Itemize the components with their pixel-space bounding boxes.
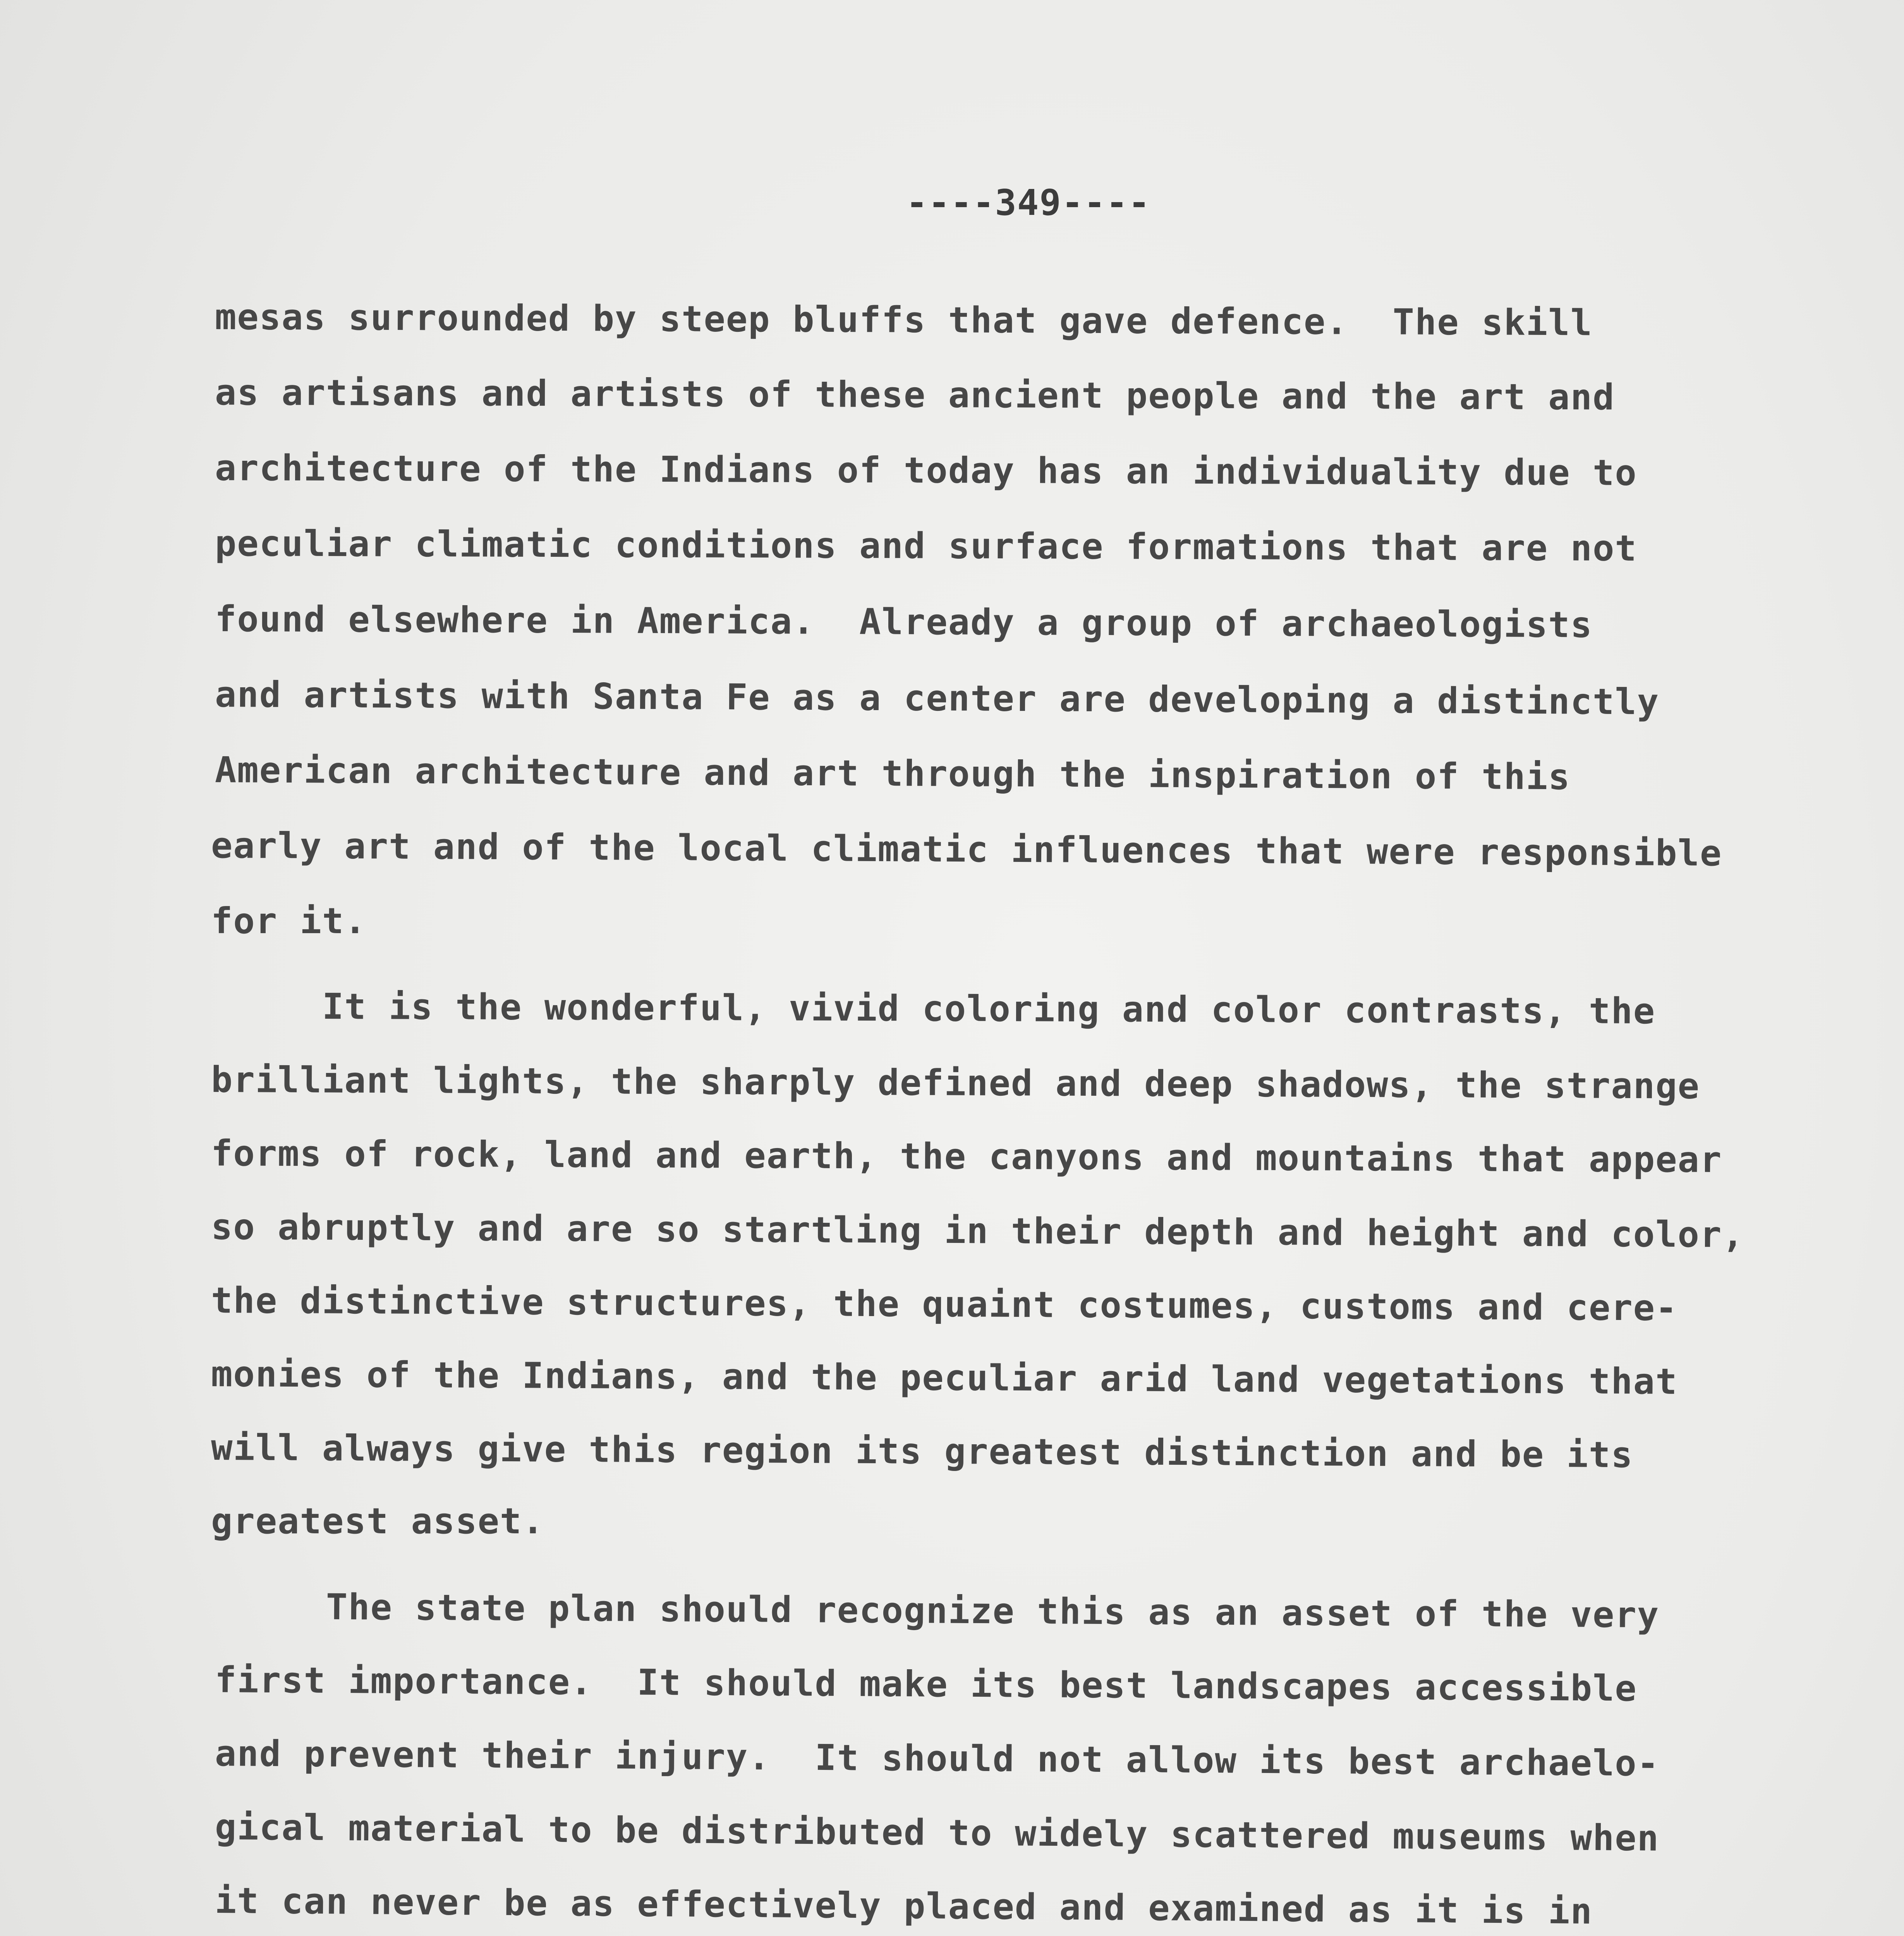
- text-line: found elsewhere in America. Already a group of archaeologists: [215, 598, 1593, 646]
- text-line: for it.: [211, 900, 367, 942]
- text-line: so abruptly and are so startling in their depth and height and color,: [211, 1206, 1745, 1256]
- text-line: early art and of the local climatic influences that were responsible: [211, 825, 1722, 874]
- text-line: peculiar climatic conditions and surface formations that are not: [215, 523, 1638, 569]
- text-line: it can never be as effectively placed and examined as it is in: [215, 1880, 1593, 1932]
- text-line: mesas surrounded by steep bluffs that gave defence. The skill: [215, 296, 1593, 344]
- text-line: the distinctive structures, the quaint costumes, customs and cere-: [211, 1280, 1678, 1329]
- text-line: and prevent their injury. It should not allow its best archaelo-: [215, 1733, 1660, 1785]
- text-line: as artisans and artists of these ancient people and the art and: [215, 372, 1615, 418]
- text-line: forms of rock, land and earth, the canyons and mountains that appear: [211, 1133, 1722, 1181]
- text-line: and artists with Santa Fe as a center are developing a distinctly: [215, 674, 1660, 723]
- text-line: gical material to be distributed to widely scattered museums when: [215, 1806, 1660, 1859]
- page-number: ----349----: [906, 182, 1151, 223]
- text-line: first importance. It should make its best landscapes accessible: [215, 1659, 1638, 1709]
- text-line: greatest asset.: [211, 1500, 544, 1542]
- text-line: brilliant lights, the sharply defined and deep shadows, the strange: [211, 1059, 1700, 1107]
- text-line: monies of the Indians, and the peculiar arid land vegetations that: [211, 1353, 1678, 1402]
- text-line: architecture of the Indians of today has an individuality due to: [215, 447, 1638, 494]
- text-line: American architecture and art through the inspiration of this: [215, 749, 1571, 798]
- text-line: The state plan should recognize this as an asset of the very: [215, 1586, 1660, 1636]
- text-line: will always give this region its greatest distinction and be its: [211, 1427, 1634, 1476]
- text-line: It is the wonderful, vivid coloring and color contrasts, the: [211, 985, 1656, 1032]
